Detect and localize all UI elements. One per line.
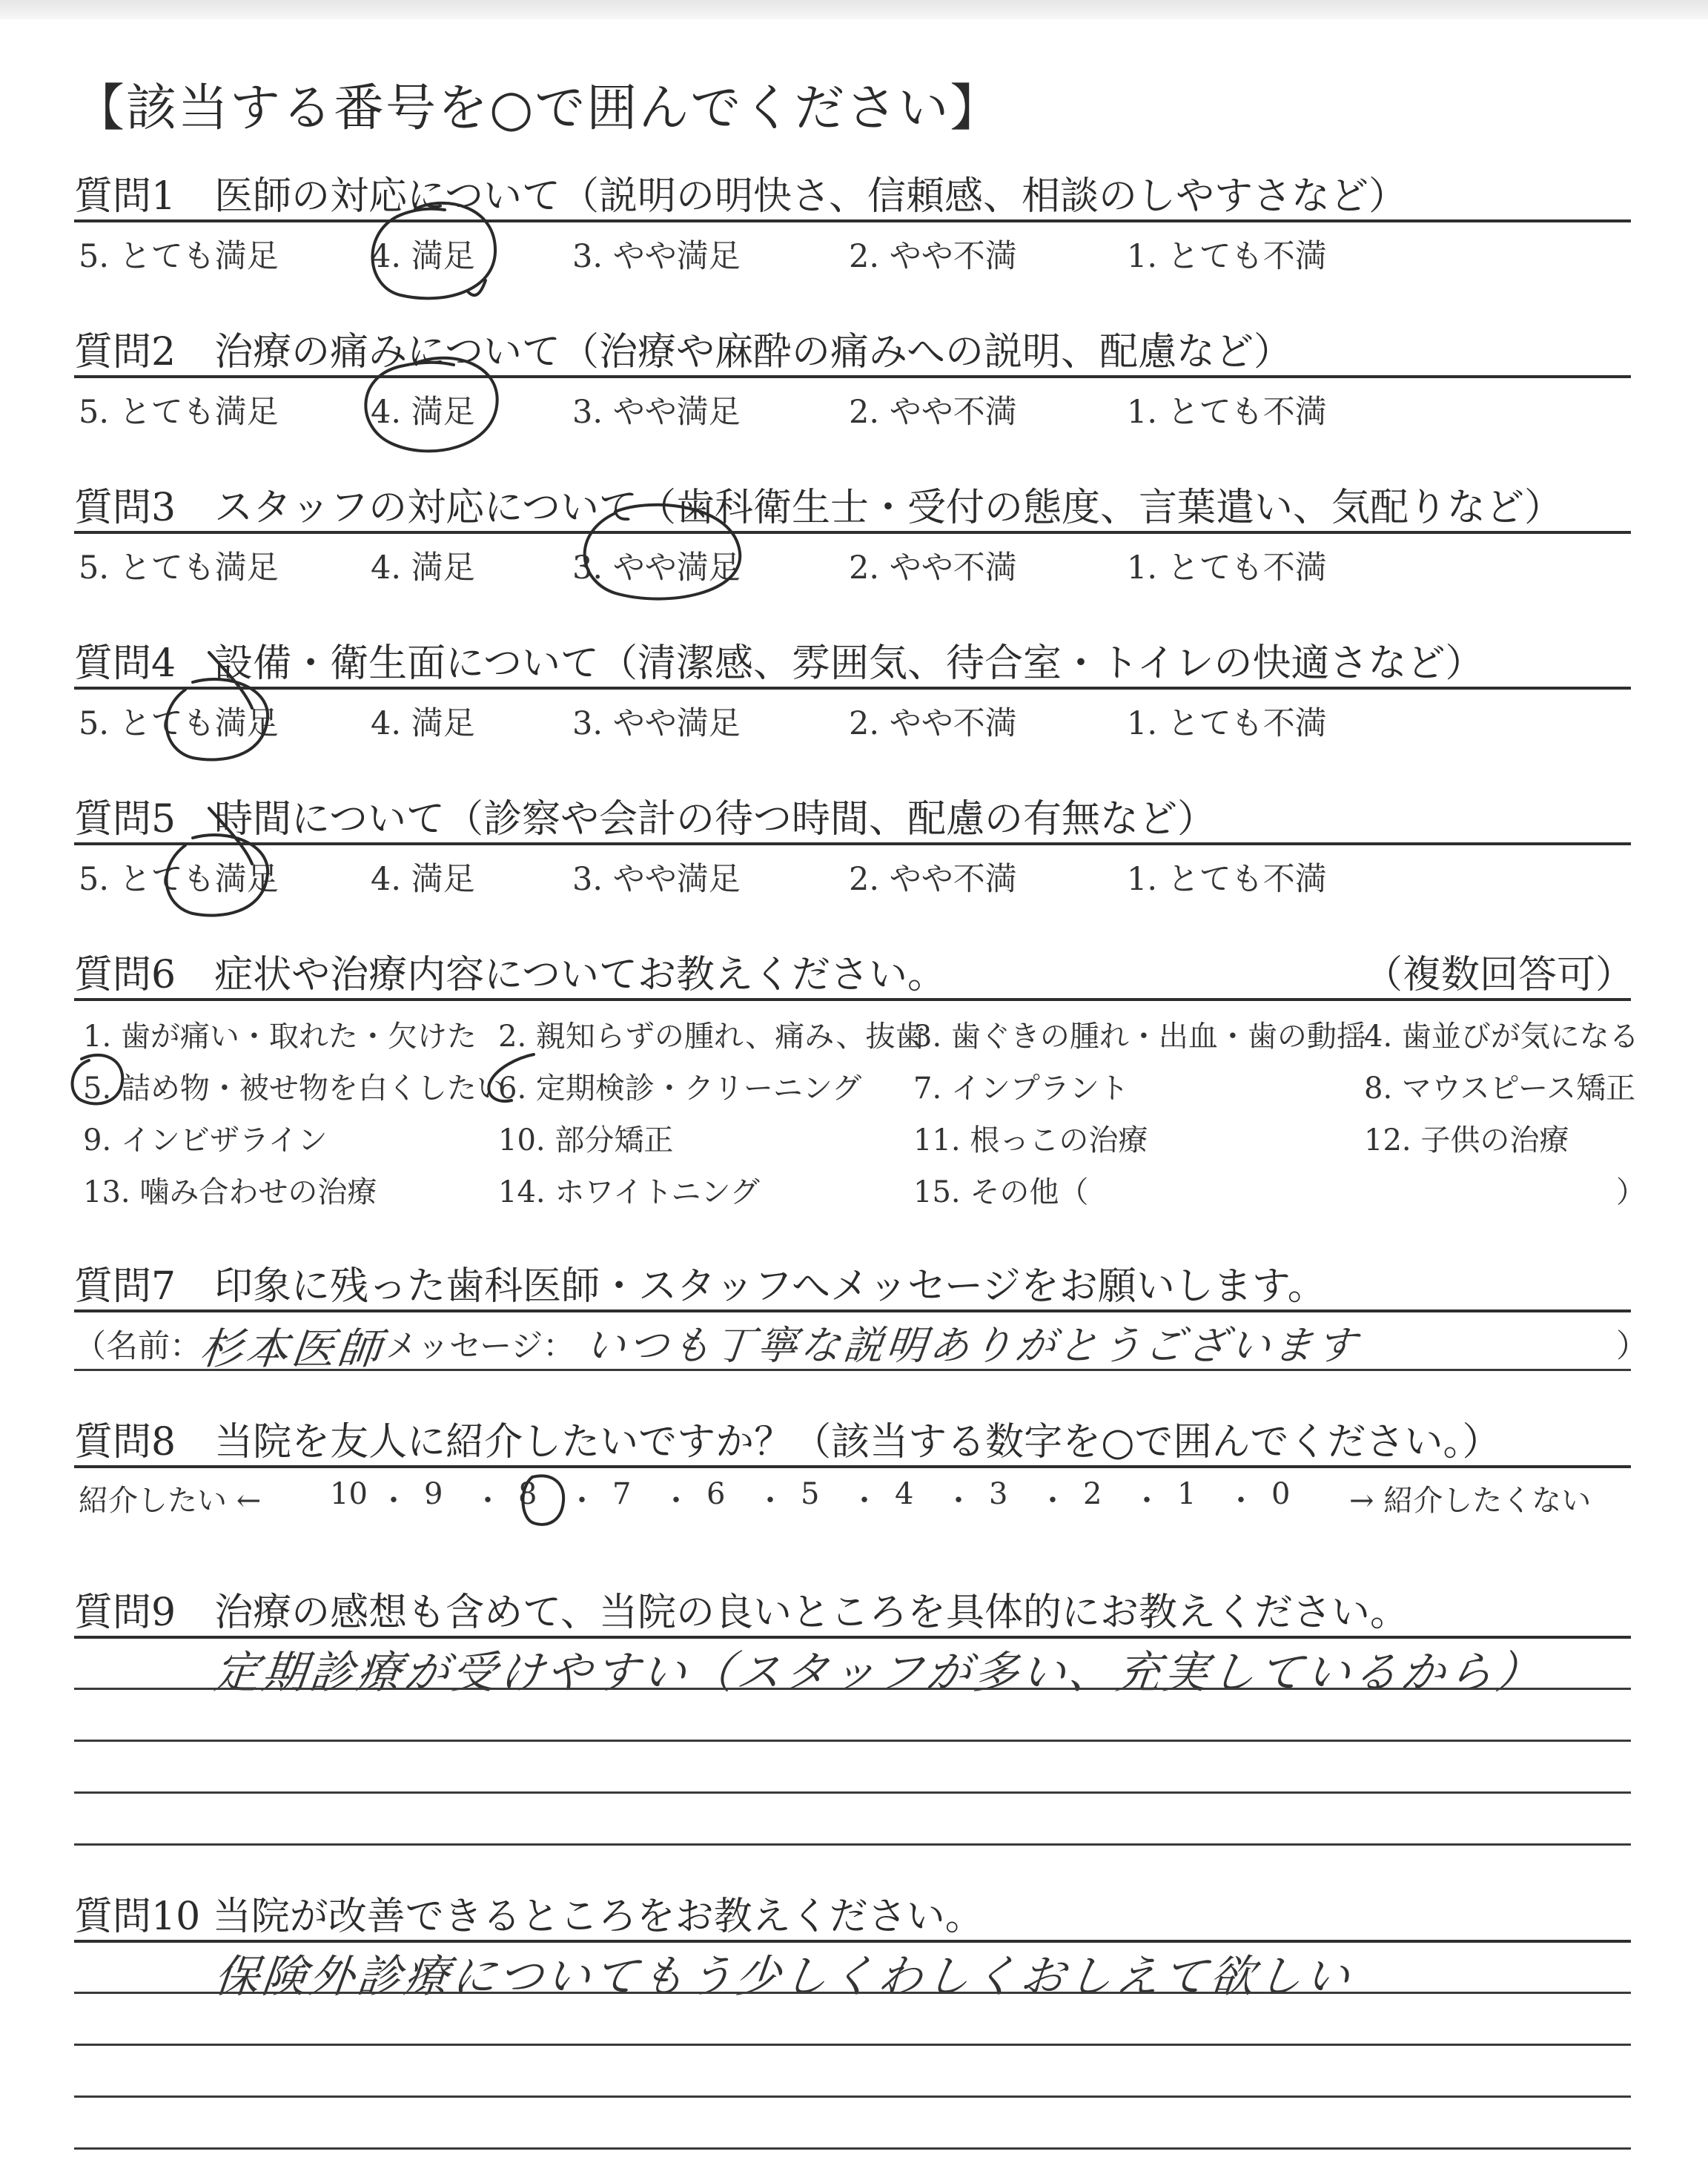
q8-scale-separator: ・ (850, 1484, 879, 1518)
question-1-label: 質問1 医師の対応について（説明の明快さ、信頼感、相談のしやすさなど） (74, 174, 1407, 219)
q10-line-4 (74, 2147, 1631, 2150)
q2-option-5[interactable]: 5. とても満足 (79, 394, 279, 431)
question-7-label: 質問7 印象に残った歯科医師・スタッフへメッセージをお願いします。 (74, 1264, 1326, 1309)
q8-scale-separator: ・ (944, 1484, 973, 1518)
question-6-note: （複数回答可） (1364, 953, 1635, 997)
q7-name-prefix: （名前： (74, 1328, 202, 1365)
q9-line-2 (74, 1740, 1631, 1742)
q9-line-3 (74, 1791, 1631, 1794)
q10-answer-handwritten[interactable]: 保険外診療についてもう少しくわしくおしえて欲しい (211, 1951, 1355, 2003)
q5-option-5[interactable]: 5. とても満足 (79, 861, 279, 898)
question-7-answer-rule (74, 1369, 1631, 1371)
q8-scale-value[interactable]: 3 (989, 1477, 1008, 1511)
q6-option-14[interactable]: 14. ホワイトニング (498, 1175, 760, 1209)
q5-option-2[interactable]: 2. やや不満 (849, 861, 1017, 898)
q8-scale-separator: ・ (755, 1484, 785, 1518)
q8-scale-value[interactable]: 2 (1083, 1477, 1102, 1511)
q6-option-8[interactable]: 8. マウスピース矯正 (1364, 1071, 1636, 1106)
q4-option-5[interactable]: 5. とても満足 (79, 705, 279, 742)
q8-scale-value[interactable]: 0 (1271, 1477, 1291, 1511)
q1-option-2[interactable]: 2. やや不満 (849, 238, 1017, 275)
q3-option-2[interactable]: 2. やや不満 (849, 549, 1017, 587)
q10-line-2 (74, 2044, 1631, 2046)
q8-scale-value[interactable]: 7 (612, 1477, 632, 1511)
question-8-rule (74, 1465, 1631, 1468)
q2-option-1[interactable]: 1. とても不満 (1127, 394, 1327, 431)
q4-option-3[interactable]: 3. やや満足 (572, 705, 741, 742)
q5-option-1[interactable]: 1. とても不満 (1127, 861, 1327, 898)
q8-scale-separator: ・ (1038, 1484, 1068, 1518)
question-3-rule (74, 531, 1631, 534)
q8-scale-value[interactable]: 5 (801, 1477, 820, 1511)
question-4-label: 質問4 設備・衛生面について（清潔感、雰囲気、待合室・トイレの快適さなど） (74, 641, 1484, 686)
q3-option-5[interactable]: 5. とても満足 (79, 549, 279, 587)
q9-line-4 (74, 1843, 1631, 1846)
question-6-rule (74, 998, 1631, 1001)
q8-scale-separator: ・ (1132, 1484, 1162, 1518)
q3-option-4[interactable]: 4. 満足 (371, 549, 475, 587)
q3-option-3[interactable]: 3. やや満足 (572, 549, 741, 587)
q4-option-2[interactable]: 2. やや不満 (849, 705, 1017, 742)
question-5-rule (74, 842, 1631, 845)
question-3-label: 質問3 スタッフの対応について（歯科衛生士・受付の態度、言葉遣い、気配りなど） (74, 486, 1563, 530)
q1-option-1[interactable]: 1. とても不満 (1127, 238, 1327, 275)
q6-option-4[interactable]: 4. 歯並びが気になる (1364, 1020, 1639, 1054)
q3-option-1[interactable]: 1. とても不満 (1127, 549, 1327, 587)
q2-option-4[interactable]: 4. 満足 (371, 394, 475, 431)
question-10-label: 質問10 当院が改善できるところをお教えください。 (74, 1895, 984, 1939)
q6-option-2[interactable]: 2. 親知らずの腫れ、痛み、抜歯 (498, 1020, 925, 1054)
question-6-label: 質問6 症状や治療内容についてお教えください。 (74, 953, 947, 997)
q2-option-3[interactable]: 3. やや満足 (572, 394, 741, 431)
question-9-label: 質問9 治療の感想も含めて、当院の良いところを具体的にお教えください。 (74, 1591, 1409, 1635)
q8-scale-value[interactable]: 10 (330, 1477, 368, 1511)
q4-option-1[interactable]: 1. とても不満 (1127, 705, 1327, 742)
q8-scale-value[interactable]: 1 (1177, 1477, 1196, 1511)
question-7-rule (74, 1309, 1631, 1312)
q4-option-4[interactable]: 4. 満足 (371, 705, 475, 742)
q6-option-15[interactable]: 15. その他（ (913, 1175, 1089, 1209)
q8-scale-value[interactable]: 9 (424, 1477, 443, 1511)
q8-scale-value[interactable]: 4 (895, 1477, 914, 1511)
q6-option-7[interactable]: 7. インプラント (913, 1071, 1129, 1106)
q5-option-3[interactable]: 3. やや満足 (572, 861, 741, 898)
q7-message-handwritten[interactable]: いつも丁寧な説明ありがとうございます (583, 1322, 1362, 1369)
question-1-rule (74, 219, 1631, 222)
q8-scale-value[interactable]: 6 (706, 1477, 726, 1511)
question-5-label: 質問5 時間について（診察や会計の待つ時間、配慮の有無など） (74, 797, 1217, 842)
q6-option-12[interactable]: 12. 子供の治療 (1364, 1123, 1569, 1157)
q8-left-label: 紹介したい ← (79, 1484, 262, 1518)
q1-option-4[interactable]: 4. 満足 (371, 238, 475, 275)
q8-scale-value[interactable]: 8 (518, 1477, 537, 1511)
q6-option-15-close: ） (1616, 1175, 1646, 1209)
question-4-rule (74, 687, 1631, 690)
q2-option-2[interactable]: 2. やや不満 (849, 394, 1017, 431)
q6-option-9[interactable]: 9. インビザライン (83, 1123, 328, 1157)
q9-answer-handwritten[interactable]: 定期診療が受けやすい（スタッフが多い、充実しているから） (211, 1647, 1546, 1699)
q6-option-13[interactable]: 13. 噛み合わせの治療 (83, 1175, 377, 1209)
q7-name-handwritten[interactable]: 杉本医師 (196, 1324, 387, 1374)
q7-close-paren: ） (1616, 1328, 1648, 1365)
scan-top-edge (0, 0, 1708, 19)
q8-scale-separator: ・ (379, 1484, 408, 1518)
q6-option-11[interactable]: 11. 根っこの治療 (913, 1123, 1148, 1157)
q1-option-5[interactable]: 5. とても満足 (79, 238, 279, 275)
q6-option-1[interactable]: 1. 歯が痛い・取れた・欠けた (83, 1020, 477, 1054)
q8-scale-separator: ・ (661, 1484, 691, 1518)
q7-message-label: メッセージ： (385, 1328, 575, 1365)
q5-option-4[interactable]: 4. 満足 (371, 861, 475, 898)
q8-right-label: → 紹介したくない (1349, 1484, 1592, 1518)
question-8-label: 質問8 当院を友人に紹介したいですか？（該当する数字を○で囲んでください。） (74, 1420, 1501, 1464)
q6-option-5[interactable]: 5. 詰め物・被せ物を白くしたい (83, 1071, 506, 1106)
q6-option-3[interactable]: 3. 歯ぐきの腫れ・出血・歯の動揺 (913, 1020, 1366, 1054)
form-title: 【該当する番号を○で囲んでください】 (74, 79, 1002, 138)
q8-scale-separator: ・ (473, 1484, 503, 1518)
q6-option-6[interactable]: 6. 定期検診・クリーニング (498, 1071, 862, 1106)
q6-option-10[interactable]: 10. 部分矯正 (498, 1123, 674, 1157)
question-2-label: 質問2 治療の痛みについて（治療や麻酔の痛みへの説明、配慮など） (74, 330, 1293, 374)
question-2-rule (74, 375, 1631, 378)
q8-scale-separator: ・ (567, 1484, 597, 1518)
q8-scale-separator: ・ (1226, 1484, 1256, 1518)
q10-line-1 (74, 1992, 1631, 1994)
q10-line-3 (74, 2095, 1631, 2098)
q1-option-3[interactable]: 3. やや満足 (572, 238, 741, 275)
q9-line-1 (74, 1688, 1631, 1690)
